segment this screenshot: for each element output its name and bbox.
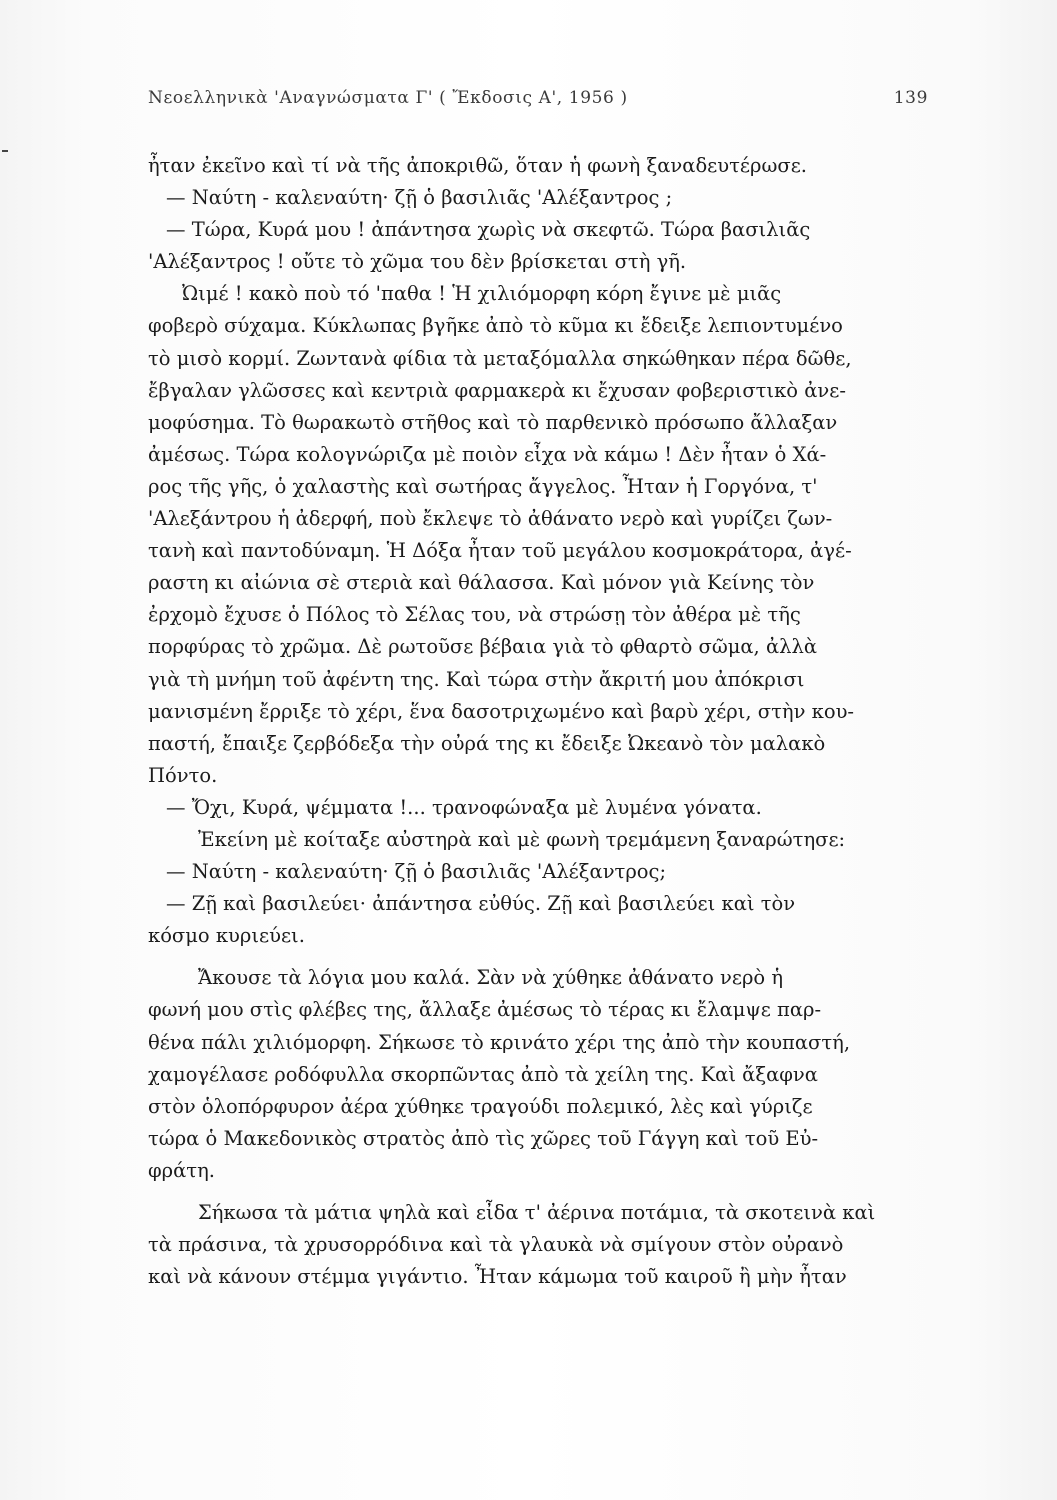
text-line: φράτη. <box>148 1158 215 1182</box>
text-line: — Ζῇ καὶ βασιλεύει· ἀπάντησα εὐθύς. Ζῇ καὶ βασιλεύει καὶ τὸν <box>166 892 796 916</box>
text-line: Πόντο. <box>148 763 218 787</box>
text-line: 'Αλέξαντρος ! οὔτε τὸ χῶμα του δὲν βρίσκεται στὴ γῆ. <box>148 250 687 274</box>
text-line: ἦταν ἐκεῖνο καὶ τί νὰ τῆς ἀποκριθῶ, ὅταν ἡ φωνὴ ξαναδευτέρωσε. <box>148 154 808 177</box>
text-line: χαμογέλασε ροδόφυλλα σκορπῶντας ἀπὸ τὰ χείλη της. Καὶ ἄξαφνα <box>148 1062 818 1086</box>
text-line: τὸ μισὸ κορμί. Ζωντανὰ φίδια τὰ μεταξόμαλλα σηκώθηκαν πέρα δῶθε, <box>148 346 852 370</box>
text-line: μανισμένη ἔρριξε τὸ χέρι, ἕνα δασοτριχωμένο καὶ βαρὺ χέρι, στὴν κου- <box>148 699 855 723</box>
page-number: 139 <box>893 88 928 108</box>
paragraph <box>148 182 933 214</box>
text-line: ἀμέσως. Τώρα κολογνώριζα μὲ ποιὸν εἶχα νὰ κάμω ! Δὲν ἦταν ὁ Χά- <box>148 442 827 466</box>
text-line: 'Αλεξάντρου ἡ ἀδερφή, ποὺ ἔκλεψε τὸ ἀθάνατο νερὸ καὶ γυρίζει ζων- <box>148 507 833 531</box>
text-line: ραστη κι αἰώνια σὲ στεριὰ καὶ θάλασσα. Καὶ μόνον γιὰ Κείνης τὸν <box>148 571 815 595</box>
text-line: Ἄκουσε τὰ λόγια μου καλά. Σὰν νὰ χύθηκε ἀθάνατο νερὸ ἡ <box>198 966 784 990</box>
paragraph <box>148 792 933 824</box>
text-line: στὸν ὁλοπόρφυρον ἀέρα χύθηκε τραγούδι πολεμικό, λὲς καὶ γύριζε <box>148 1094 813 1118</box>
text-line: μοφύσημα. Τὸ θωρακωτὸ στῆθος καὶ τὸ παρθενικὸ πρόσωπο ἄλλαξαν <box>148 410 838 434</box>
paragraph <box>148 824 933 856</box>
text-line: φοβερὸ σύχαμα. Κύκλωπας βγῆκε ἀπὸ τὸ κῦμα κι ἔδειξε λεπιοντυμένο <box>148 314 843 338</box>
text-line: — Ναύτη - καλεναύτη· ζῇ ὁ βασιλιᾶς 'Αλέξαντρος ; <box>166 186 673 210</box>
text-line: — Ναύτη - καλεναύτη· ζῇ ὁ βασιλιᾶς 'Αλέξαντρος; <box>166 860 667 884</box>
text-line: φωνή μου στὶς φλέβες της, ἄλλαξε ἀμέσως τὸ τέρας κι ἔλαμψε παρ- <box>148 998 822 1022</box>
paragraph <box>148 1197 933 1293</box>
running-head <box>148 88 928 114</box>
text-line: Ὠιμέ ! κακὸ ποὺ τό 'παθα ! Ἡ χιλιόμορφη κόρη ἔγινε μὲ μιᾶς <box>182 282 782 306</box>
text-line: Σήκωσα τὰ μάτια ψηλὰ καὶ εἶδα τ' ἀέρινα ποτάμια, τὰ σκοτεινὰ καὶ <box>198 1201 876 1224</box>
text-line: θένα πάλι χιλιόμορφη. Σήκωσε τὸ κρινάτο χέρι της ἀπὸ τὴν κουπαστή, <box>148 1030 851 1054</box>
paragraph <box>148 962 933 1187</box>
text-line: τανὴ καὶ παντοδύναμη. Ἡ Δόξα ἦταν τοῦ μεγάλου κοσμοκράτορα, ἀγέ- <box>148 539 852 563</box>
text-line: κόσμο κυριεύει. <box>148 924 305 948</box>
text-line: τὰ πράσινα, τὰ χρυσορρόδινα καὶ τὰ γλαυκὰ νὰ σμίγουν στὸν οὐρανὸ <box>148 1233 844 1257</box>
text-line: παστή, ἔπαιξε ζερβόδεξα τὴν οὐρά της κι ἔδειξε Ὠκεανὸ τὸν μαλακὸ <box>148 731 826 755</box>
text-line: Ἐκείνη μὲ κοίταξε αὐστηρὰ καὶ μὲ φωνὴ τρεμάμενη ξαναρώτησε: <box>198 827 846 851</box>
paragraph <box>148 888 933 952</box>
paragraph <box>148 214 933 278</box>
running-head-title: Νεοελληνικὰ 'Αναγνώσματα Γ' ( Ἔκδοσις Α', 1956 ) <box>148 88 628 108</box>
text-line: γιὰ τὴ μνήμη τοῦ ἀφέντη της. Καὶ τώρα στὴν ἄκριτή μου ἀπόκρισι <box>148 667 805 691</box>
text-line: — Τώρα, Κυρά μου ! ἀπάντησα χωρὶς νὰ σκεφτῶ. Τώρα βασιλιᾶς <box>166 218 811 242</box>
paragraph <box>148 856 933 888</box>
paragraph-gap <box>148 952 933 962</box>
text-line: — Ὄχι, Κυρά, ψέμματα !... τρανοφώναξα μὲ λυμένα γόνατα. <box>166 795 762 819</box>
paragraph-gap <box>148 1187 933 1197</box>
text-line: ρος τῆς γῆς, ὁ χαλαστὴς καὶ σωτήρας ἄγγελος. Ἦταν ἡ Γοργόνα, τ' <box>148 474 818 498</box>
text-line: καὶ νὰ κάνουν στέμμα γιγάντιο. Ἦταν κάμωμα τοῦ καιροῦ ἢ μὴν ἦταν <box>148 1265 847 1289</box>
body-text <box>148 150 933 1293</box>
paragraph <box>148 278 933 792</box>
text-line: ἔβγαλαν γλῶσσες καὶ κεντριὰ φαρμακερὰ κι ἔχυσαν φοβεριστικὸ ἀνε- <box>148 378 846 402</box>
text-line: τώρα ὁ Μακεδονικὸς στρατὸς ἀπὸ τὶς χῶρες τοῦ Γάγγη καὶ τοῦ Εὐ- <box>148 1126 819 1150</box>
paragraph <box>148 150 933 182</box>
text-line: ἐρχομὸ ἔχυσε ὁ Πόλος τὸ Σέλας του, νὰ στρώσῃ τὸν ἀθέρα μὲ τῆς <box>148 603 801 627</box>
margin-mark <box>2 150 8 152</box>
text-line: πορφύρας τὸ χρῶμα. Δὲ ρωτοῦσε βέβαια γιὰ τὸ φθαρτὸ σῶμα, ἀλλὰ <box>148 635 818 659</box>
